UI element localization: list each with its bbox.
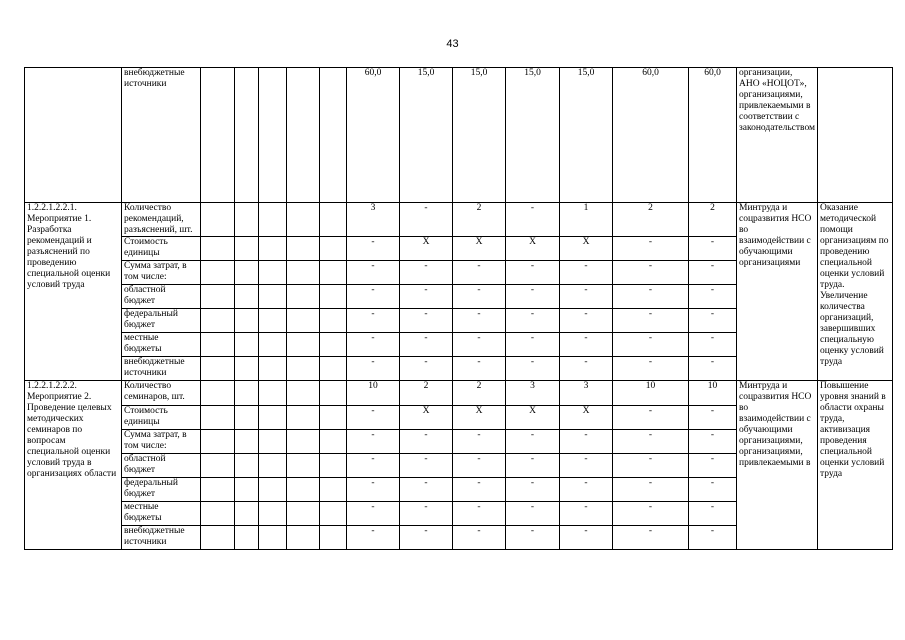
value-cell: - bbox=[453, 454, 506, 478]
page-number: 43 bbox=[446, 38, 459, 50]
value-cell: - bbox=[453, 502, 506, 526]
value-cell: - bbox=[453, 309, 506, 333]
value-cell: - bbox=[453, 478, 506, 502]
value-cell: - bbox=[689, 357, 737, 381]
value-cell: - bbox=[613, 285, 689, 309]
value-cell: - bbox=[689, 261, 737, 285]
empty-cell bbox=[25, 68, 122, 203]
value-cell: - bbox=[613, 261, 689, 285]
value-cell: - bbox=[506, 333, 560, 357]
value-cell: X bbox=[400, 406, 453, 430]
row-label: Стоимость единицы bbox=[122, 237, 201, 261]
value-cell: - bbox=[400, 454, 453, 478]
value-cell: 10 bbox=[689, 381, 737, 406]
value-cell: - bbox=[400, 261, 453, 285]
value-cell: - bbox=[400, 526, 453, 550]
value-cell: 60,0 bbox=[613, 68, 689, 203]
value-cell: - bbox=[560, 526, 613, 550]
value-cell: - bbox=[347, 478, 400, 502]
value-cell: - bbox=[347, 454, 400, 478]
value-cell: 3 bbox=[347, 203, 400, 237]
value-cell: - bbox=[506, 430, 560, 454]
value-cell: - bbox=[347, 333, 400, 357]
value-cell: X bbox=[453, 406, 506, 430]
empty-cell bbox=[818, 68, 893, 203]
value-cell: - bbox=[347, 502, 400, 526]
row-label: местные бюджеты bbox=[122, 502, 201, 526]
value-cell: - bbox=[560, 333, 613, 357]
value-cell: - bbox=[400, 309, 453, 333]
value-cell: - bbox=[506, 526, 560, 550]
row-label: областной бюджет bbox=[122, 285, 201, 309]
value-cell: - bbox=[613, 357, 689, 381]
value-cell: 10 bbox=[347, 381, 400, 406]
value-cell: - bbox=[347, 357, 400, 381]
row-label: внебюджетные источники bbox=[122, 68, 201, 203]
value-cell: - bbox=[453, 526, 506, 550]
value-cell: - bbox=[453, 261, 506, 285]
executor-cell: Минтруда и соцразвития НСО во взаимодействии с обучающими организациями bbox=[737, 203, 818, 381]
value-cell: - bbox=[400, 478, 453, 502]
value-cell: - bbox=[453, 285, 506, 309]
value-cell: - bbox=[400, 357, 453, 381]
value-cell: - bbox=[506, 309, 560, 333]
value-cell: 60,0 bbox=[689, 68, 737, 203]
value-cell: - bbox=[689, 430, 737, 454]
value-cell: - bbox=[689, 502, 737, 526]
value-cell: - bbox=[453, 357, 506, 381]
row-label: внебюджетные источники bbox=[122, 357, 201, 381]
value-cell: - bbox=[506, 261, 560, 285]
value-cell: - bbox=[347, 430, 400, 454]
program-table bbox=[24, 67, 893, 550]
value-cell: X bbox=[560, 406, 613, 430]
value-cell: - bbox=[347, 526, 400, 550]
value-cell: - bbox=[689, 478, 737, 502]
value-cell: - bbox=[347, 309, 400, 333]
value-cell: - bbox=[689, 237, 737, 261]
value-cell: - bbox=[347, 237, 400, 261]
value-cell: X bbox=[506, 237, 560, 261]
value-cell: - bbox=[400, 430, 453, 454]
value-cell: - bbox=[613, 478, 689, 502]
measure-title: 1.2.2.1.2.2.2. Мероприятие 2. Проведение целевых методических семинаров по вопросам специальной оценки условий труда в организациях области bbox=[25, 381, 122, 550]
value-cell: - bbox=[613, 526, 689, 550]
value-cell: 3 bbox=[560, 381, 613, 406]
row-label: внебюджетные источники bbox=[122, 526, 201, 550]
value-cell: - bbox=[453, 430, 506, 454]
value-cell: - bbox=[689, 285, 737, 309]
row-label: Сумма затрат, в том числе: bbox=[122, 261, 201, 285]
value-cell: - bbox=[400, 285, 453, 309]
value-cell: - bbox=[689, 309, 737, 333]
value-cell: - bbox=[613, 237, 689, 261]
value-cell: - bbox=[506, 454, 560, 478]
value-cell: - bbox=[400, 502, 453, 526]
value-cell: 2 bbox=[613, 203, 689, 237]
value-cell: - bbox=[613, 454, 689, 478]
value-cell: 60,0 bbox=[347, 68, 400, 203]
value-cell: - bbox=[506, 285, 560, 309]
value-cell: - bbox=[613, 406, 689, 430]
row-label: местные бюджеты bbox=[122, 333, 201, 357]
value-cell: - bbox=[560, 454, 613, 478]
value-cell: 2 bbox=[453, 203, 506, 237]
value-cell: - bbox=[689, 454, 737, 478]
result-cell: Оказание методической помощи организациям по проведению специальной оценки условий труда. Увеличение количества организаций, завершивших специальную оценку условий труда bbox=[818, 203, 893, 381]
value-cell: - bbox=[506, 478, 560, 502]
table-row bbox=[25, 381, 893, 406]
value-cell: - bbox=[453, 333, 506, 357]
value-cell: - bbox=[506, 502, 560, 526]
value-cell: 15,0 bbox=[560, 68, 613, 203]
value-cell: 2 bbox=[689, 203, 737, 237]
row-label: федеральный бюджет bbox=[122, 309, 201, 333]
value-cell: 15,0 bbox=[453, 68, 506, 203]
value-cell: X bbox=[453, 237, 506, 261]
value-cell: - bbox=[560, 502, 613, 526]
value-cell: - bbox=[347, 261, 400, 285]
executor-cell: организации, АНО «НОЦОТ», организациями, привлекаемыми в соответствии с законодательством bbox=[737, 68, 818, 203]
value-cell: - bbox=[560, 430, 613, 454]
row-label: Количество семинаров, шт. bbox=[122, 381, 201, 406]
executor-cell: Минтруда и соцразвития НСО во взаимодействии с обучающими организациями, организациями, привлекаемыми в bbox=[737, 381, 818, 550]
value-cell: 15,0 bbox=[400, 68, 453, 203]
row-label: федеральный бюджет bbox=[122, 478, 201, 502]
table-row bbox=[25, 203, 893, 237]
value-cell: - bbox=[613, 502, 689, 526]
value-cell: X bbox=[400, 237, 453, 261]
value-cell: X bbox=[506, 406, 560, 430]
value-cell: - bbox=[560, 357, 613, 381]
value-cell: - bbox=[400, 333, 453, 357]
value-cell: - bbox=[347, 285, 400, 309]
value-cell: 1 bbox=[560, 203, 613, 237]
value-cell: - bbox=[347, 406, 400, 430]
value-cell: - bbox=[689, 333, 737, 357]
value-cell: - bbox=[506, 357, 560, 381]
value-cell: - bbox=[560, 478, 613, 502]
value-cell: 2 bbox=[453, 381, 506, 406]
value-cell: - bbox=[689, 526, 737, 550]
value-cell: 10 bbox=[613, 381, 689, 406]
value-cell: - bbox=[400, 203, 453, 237]
value-cell: - bbox=[613, 309, 689, 333]
value-cell: - bbox=[613, 333, 689, 357]
row-label: Сумма затрат, в том числе: bbox=[122, 430, 201, 454]
value-cell: 3 bbox=[506, 381, 560, 406]
row-label: Количество рекомендаций, разъяснений, шт. bbox=[122, 203, 201, 237]
row-label: областной бюджет bbox=[122, 454, 201, 478]
result-cell: Повышение уровня знаний в области охраны труда, активизация проведения специальной оценки условий труда bbox=[818, 381, 893, 550]
table-row bbox=[25, 68, 893, 203]
value-cell: - bbox=[560, 309, 613, 333]
value-cell: - bbox=[613, 430, 689, 454]
value-cell: 2 bbox=[400, 381, 453, 406]
value-cell: X bbox=[560, 237, 613, 261]
value-cell: 15,0 bbox=[506, 68, 560, 203]
measure-title: 1.2.2.1.2.2.1. Мероприятие 1. Разработка рекомендаций и разъяснений по проведению специальной оценки условий труда bbox=[25, 203, 122, 381]
value-cell: - bbox=[560, 261, 613, 285]
value-cell: - bbox=[689, 406, 737, 430]
row-label: Стоимость единицы bbox=[122, 406, 201, 430]
value-cell: - bbox=[506, 203, 560, 237]
value-cell: - bbox=[560, 285, 613, 309]
